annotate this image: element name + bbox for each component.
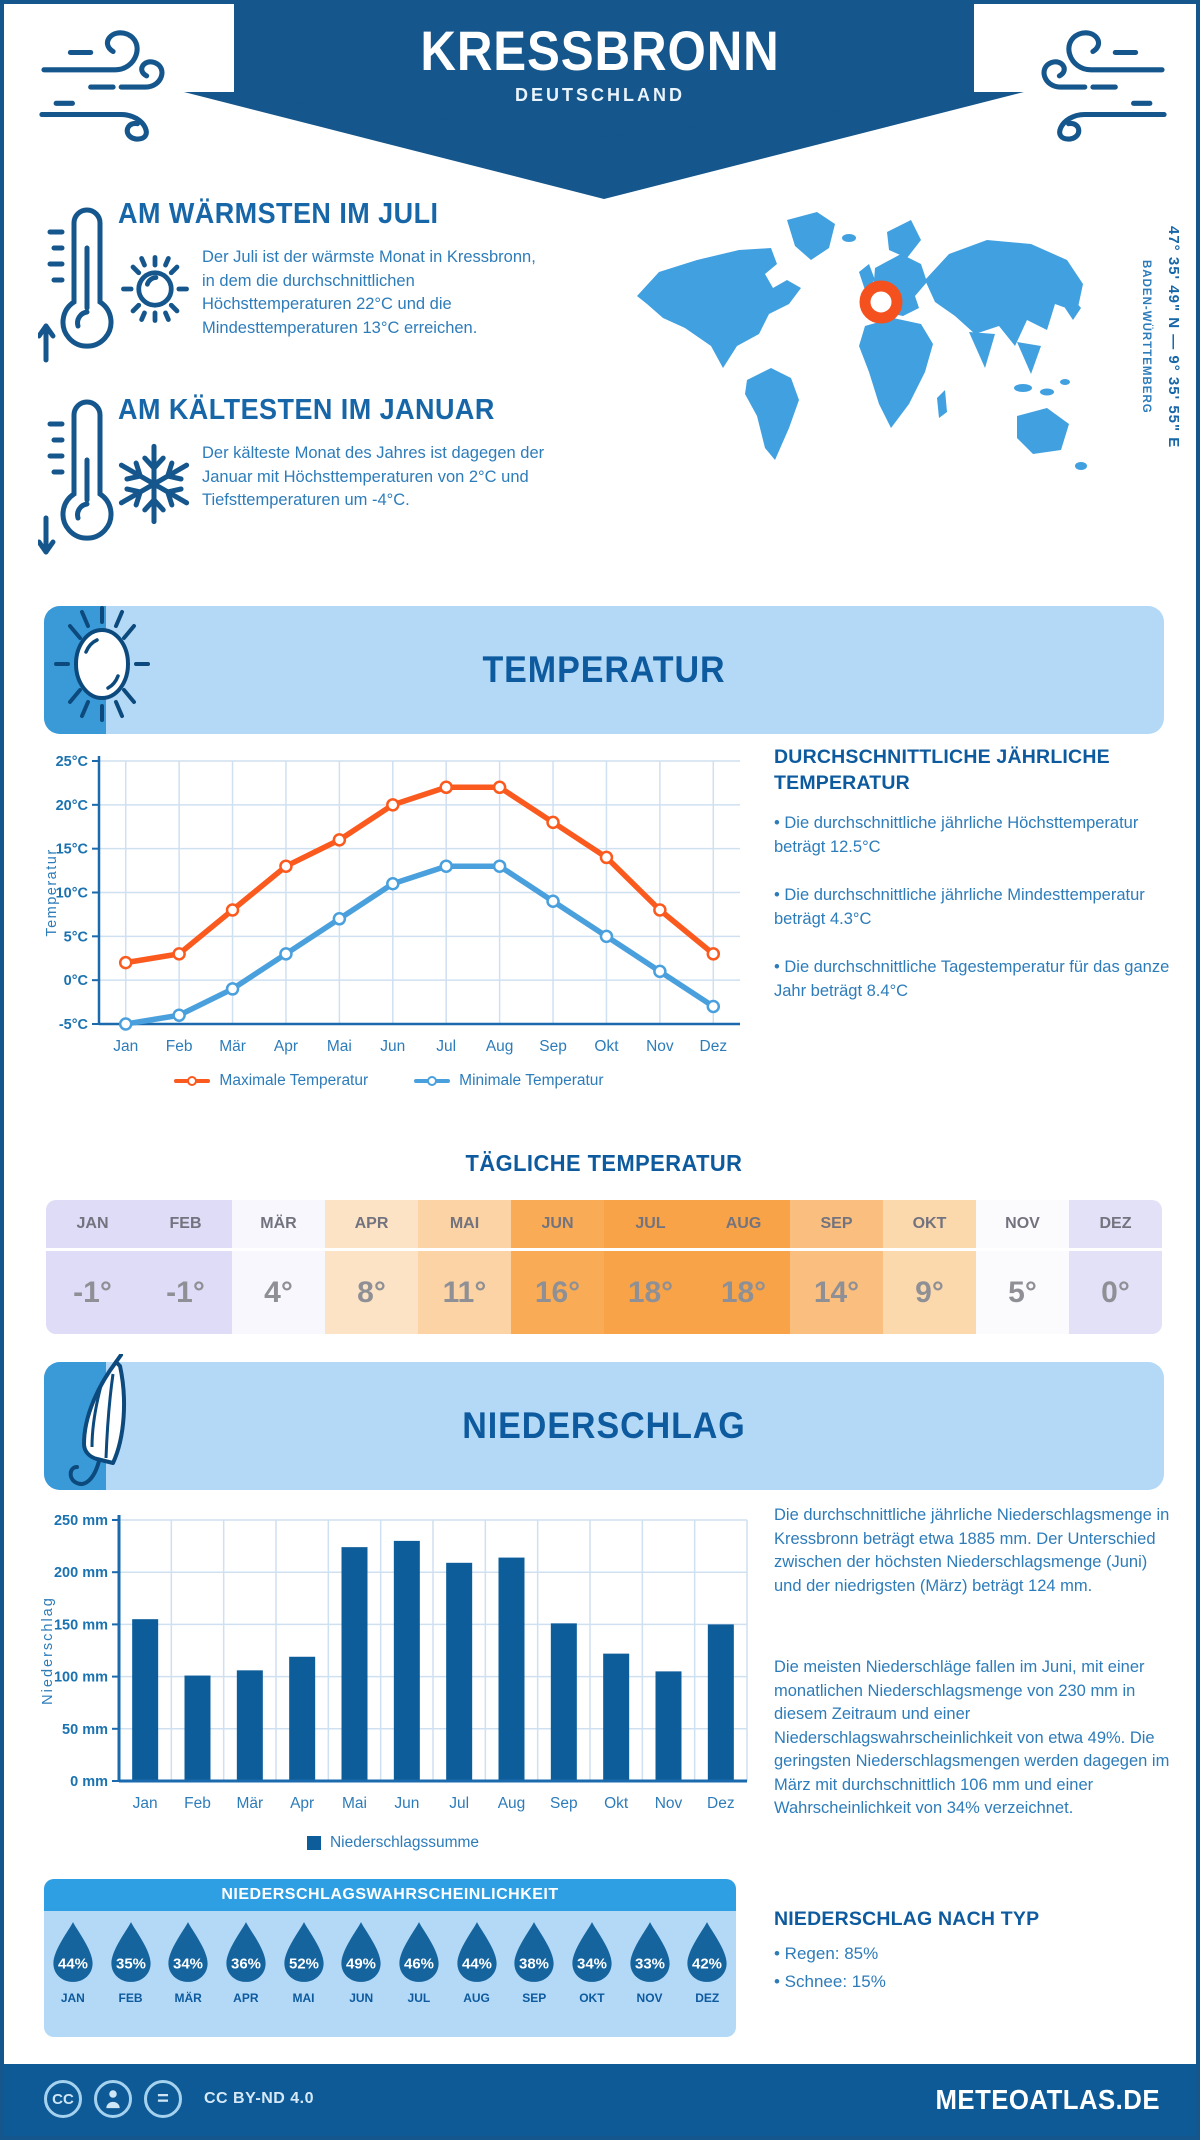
probability-month-label: MÄR: [174, 1991, 202, 2005]
world-map: [619, 176, 1089, 486]
precipitation-bar-chart: [38, 1500, 754, 1827]
svg-text:Nov: Nov: [646, 1038, 674, 1055]
raindrop-icon: [510, 1920, 558, 1984]
svg-text:200 mm: 200 mm: [53, 1565, 108, 1582]
probability-month-label: JAN: [60, 1991, 85, 2005]
svg-text:33%: 33%: [634, 1955, 665, 1973]
temp-table-month: MAI: [418, 1200, 511, 1248]
temp-table-month: AUG: [697, 1200, 790, 1248]
probability-month-label: NOV: [636, 1991, 663, 2005]
temp-table-value: 4°: [232, 1248, 325, 1334]
precip-type-bullet: • Schnee: 15%: [774, 1972, 886, 1991]
probability-drop: [563, 1920, 621, 2005]
temp-table-value: 14°: [790, 1248, 883, 1334]
temp-table-month: MÄR: [232, 1200, 325, 1248]
coordinates-label: 47° 35' 49" N — 9° 35' 55" E: [1165, 225, 1182, 449]
warmest-text: Der Juli ist der wärmste Monat in Kressbronn, in dem die durchschnittlichen Höchsttemperaturen 22°C und die Mindesttemperaturen 13°C erreichen.: [202, 248, 536, 337]
legend-item: Minimale Temperatur: [414, 1072, 603, 1090]
temp-table-column: [604, 1200, 697, 1334]
probability-month-label: DEZ: [695, 1991, 720, 2005]
precipitation-section-banner: [44, 1362, 1164, 1490]
probability-heading: NIEDERSCHLAGSWAHRSCHEINLICHKEIT: [44, 1879, 736, 1911]
temp-table-column: [511, 1200, 604, 1334]
probability-month-label: MAI: [292, 1991, 315, 2005]
probability-month-label: APR: [233, 1991, 259, 2005]
svg-text:25°C: 25°C: [55, 754, 88, 770]
site-label: METEOATLAS.DE: [935, 2084, 1160, 2115]
temperature-line-chart: [44, 746, 744, 1076]
temp-table-value: 18°: [604, 1248, 697, 1334]
raindrop-icon: [453, 1920, 501, 1984]
temp-table-column: [1069, 1200, 1162, 1334]
warmest-heading: AM WÄRMSTEN IM JULI: [118, 198, 439, 230]
wind-icon: [1020, 22, 1176, 144]
svg-text:44%: 44%: [57, 1955, 88, 1973]
probability-month-label: AUG: [463, 1991, 490, 2005]
legend-item: Niederschlagssumme: [307, 1834, 479, 1852]
temp-table-column: [790, 1200, 883, 1334]
precipitation-probability-panel: [44, 1879, 736, 2037]
probability-month-label: SEP: [522, 1991, 547, 2005]
raindrop-icon: [683, 1920, 731, 1984]
temp-table-value: 8°: [325, 1248, 418, 1334]
svg-text:44%: 44%: [461, 1955, 492, 1973]
svg-text:42%: 42%: [692, 1955, 723, 1973]
temp-table-month: JUL: [604, 1200, 697, 1248]
svg-text:50 mm: 50 mm: [62, 1721, 108, 1738]
svg-text:35%: 35%: [115, 1955, 146, 1973]
probability-drop: [332, 1920, 390, 2005]
svg-text:Jun: Jun: [380, 1038, 406, 1055]
svg-text:0°C: 0°C: [63, 973, 88, 990]
wind-icon: [30, 22, 186, 144]
temp-table-month: SEP: [790, 1200, 883, 1248]
temp-table-value: 0°: [1069, 1248, 1162, 1334]
coldest-heading: AM KÄLTESTEN IM JANUAR: [118, 394, 495, 426]
svg-text:Apr: Apr: [290, 1795, 315, 1812]
temp-table-value: 18°: [697, 1248, 790, 1334]
svg-text:Mär: Mär: [236, 1795, 264, 1812]
svg-text:Feb: Feb: [165, 1038, 193, 1055]
svg-text:52%: 52%: [288, 1955, 319, 1973]
svg-text:Jul: Jul: [436, 1038, 457, 1055]
svg-text:Jan: Jan: [113, 1038, 139, 1055]
temp-table-column: [232, 1200, 325, 1334]
svg-text:Apr: Apr: [273, 1038, 299, 1055]
temperature-section-banner: [44, 606, 1164, 734]
no-derivatives-icon: =: [144, 2080, 182, 2118]
daily-temp-heading: TÄGLICHE TEMPERATUR: [465, 1150, 743, 1176]
svg-text:Aug: Aug: [485, 1038, 514, 1055]
svg-text:Niederschlag: Niederschlag: [40, 1596, 56, 1705]
temp-table-column: [325, 1200, 418, 1334]
temp-table-column: [697, 1200, 790, 1334]
probability-drop: [505, 1920, 563, 2005]
probability-drop: [621, 1920, 679, 2005]
precip-type-bullet: • Regen: 85%: [774, 1944, 879, 1963]
probability-drop: [217, 1920, 275, 2005]
raindrop-icon: [395, 1920, 443, 1984]
temp-table-value: 11°: [418, 1248, 511, 1334]
raindrop-icon: [337, 1920, 385, 1984]
temp-table-value: -1°: [139, 1248, 232, 1334]
temperature-chart-legend: [44, 1072, 734, 1090]
svg-text:Okt: Okt: [604, 1795, 629, 1812]
svg-text:Mär: Mär: [219, 1038, 246, 1055]
raindrop-icon: [280, 1920, 328, 1984]
svg-text:-5°C: -5°C: [58, 1017, 88, 1033]
probability-drop: [102, 1920, 160, 2005]
raindrop-icon: [107, 1920, 155, 1984]
temp-table-column: [883, 1200, 976, 1334]
raindrop-icon: [49, 1920, 97, 1984]
temp-table-value: -1°: [46, 1248, 139, 1334]
svg-text:Nov: Nov: [654, 1795, 683, 1812]
probability-drop: [678, 1920, 736, 2005]
svg-text:34%: 34%: [173, 1955, 204, 1973]
temp-table-value: 5°: [976, 1248, 1069, 1334]
page-title: KRESSBRONN: [420, 19, 780, 82]
legend-item: Maximale Temperatur: [174, 1072, 368, 1090]
svg-text:100 mm: 100 mm: [53, 1669, 108, 1686]
annual-temp-bullet: • Die durchschnittliche jährliche Mindesttemperatur beträgt 4.3°C: [774, 886, 1145, 928]
svg-text:150 mm: 150 mm: [53, 1617, 108, 1634]
daily-temp-table: [46, 1200, 1162, 1334]
precipitation-section-title: NIEDERSCHLAG: [462, 1405, 746, 1446]
svg-text:20°C: 20°C: [55, 797, 88, 814]
probability-month-label: JUN: [349, 1991, 374, 2005]
temp-table-column: [976, 1200, 1069, 1334]
temp-table-value: 9°: [883, 1248, 976, 1334]
sun-icon: [112, 246, 198, 332]
precip-type-heading: NIEDERSCHLAG NACH TYP: [774, 1908, 1040, 1930]
snowflake-icon: [108, 438, 200, 530]
svg-text:Okt: Okt: [594, 1038, 619, 1055]
svg-text:34%: 34%: [576, 1955, 607, 1973]
raindrop-icon: [626, 1920, 674, 1984]
svg-text:Sep: Sep: [539, 1038, 567, 1055]
license-icons: [44, 2080, 314, 2118]
temp-table-value: 16°: [511, 1248, 604, 1334]
temp-table-month: JUN: [511, 1200, 604, 1248]
temp-table-month: DEZ: [1069, 1200, 1162, 1248]
svg-text:46%: 46%: [403, 1955, 434, 1973]
raindrop-icon: [222, 1920, 270, 1984]
probability-drop: [159, 1920, 217, 2005]
svg-text:10°C: 10°C: [55, 885, 88, 902]
svg-text:Dez: Dez: [707, 1795, 735, 1812]
footer-bar: [4, 2064, 1196, 2136]
svg-text:Feb: Feb: [184, 1795, 211, 1812]
probability-drops-row: [44, 1911, 736, 2005]
annual-temp-bullet: • Die durchschnittliche Tagestemperatur für das ganze Jahr beträgt 8.4°C: [774, 958, 1170, 1000]
temp-table-month: FEB: [139, 1200, 232, 1248]
svg-text:49%: 49%: [346, 1955, 377, 1973]
region-label: BADEN-WÜRTTEMBERG: [1140, 260, 1152, 414]
svg-text:Jun: Jun: [394, 1795, 420, 1812]
probability-drop: [390, 1920, 448, 2005]
attribution-person-icon: [94, 2080, 132, 2118]
temp-table-month: NOV: [976, 1200, 1069, 1248]
temp-table-month: APR: [325, 1200, 418, 1248]
temperature-section-title: TEMPERATUR: [482, 649, 726, 690]
temp-table-month: JAN: [46, 1200, 139, 1248]
svg-text:Dez: Dez: [699, 1038, 728, 1055]
probability-month-label: OKT: [579, 1991, 605, 2005]
cc-icon: CC: [44, 2080, 82, 2118]
svg-text:250 mm: 250 mm: [53, 1513, 108, 1529]
svg-text:Mai: Mai: [326, 1038, 352, 1055]
svg-text:36%: 36%: [230, 1955, 261, 1973]
page-subtitle: DEUTSCHLAND: [515, 85, 685, 105]
svg-text:0 mm: 0 mm: [70, 1774, 108, 1790]
raindrop-icon: [568, 1920, 616, 1984]
precip-paragraph: Die meisten Niederschläge fallen im Juni, mit einer monatlichen Niederschlagsmenge von 230 mm in diesem Zeitraum und einer Niederschlagswahrscheinlichkeit von etwa 49%. Die geringsten Niederschlagsmengen werden dagegen im März mit durchschnittlich 106 mm und einer Wahrscheinlichkeit von 34% verzeichnet.: [774, 1658, 1170, 1817]
annual-temp-heading: DURCHSCHNITTLICHE JÄHRLICHE TEMPERATUR: [774, 746, 1110, 794]
probability-month-label: FEB: [118, 1991, 143, 2005]
temp-table-column: [139, 1200, 232, 1334]
raindrop-icon: [164, 1920, 212, 1984]
svg-text:15°C: 15°C: [55, 841, 88, 858]
coldest-text: Der kälteste Monat des Jahres ist dagegen der Januar mit Höchsttemperaturen von 2°C und Tiefsttemperaturen um -4°C.: [202, 444, 545, 509]
svg-text:Temperatur: Temperatur: [44, 848, 60, 937]
svg-text:5°C: 5°C: [63, 929, 88, 946]
license-label: CC BY-ND 4.0: [204, 2090, 315, 2107]
probability-month-label: JUL: [407, 1991, 431, 2005]
svg-text:Mai: Mai: [342, 1795, 367, 1812]
temp-table-column: [46, 1200, 139, 1334]
probability-drop: [44, 1920, 102, 2005]
svg-text:Sep: Sep: [550, 1795, 578, 1812]
temp-table-column: [418, 1200, 511, 1334]
probability-drop: [448, 1920, 506, 2005]
svg-text:Jul: Jul: [449, 1795, 470, 1812]
svg-text:Jan: Jan: [132, 1795, 158, 1812]
svg-text:Aug: Aug: [497, 1795, 526, 1812]
temp-table-month: OKT: [883, 1200, 976, 1248]
location-ring-icon: [865, 286, 897, 318]
probability-drop: [275, 1920, 333, 2005]
precipitation-chart-legend: [38, 1834, 748, 1852]
precip-paragraph: Die durchschnittliche jährliche Niederschlagsmenge in Kressbronn beträgt etwa 1885 mm. Der Unterschied zwischen der höchsten Niederschlagsmenge (Juni) und der niedrigsten (März) beträgt 124 mm.: [774, 1506, 1170, 1595]
svg-text:38%: 38%: [519, 1955, 550, 1973]
annual-temp-bullet: • Die durchschnittliche jährliche Höchsttemperatur beträgt 12.5°C: [774, 814, 1139, 856]
